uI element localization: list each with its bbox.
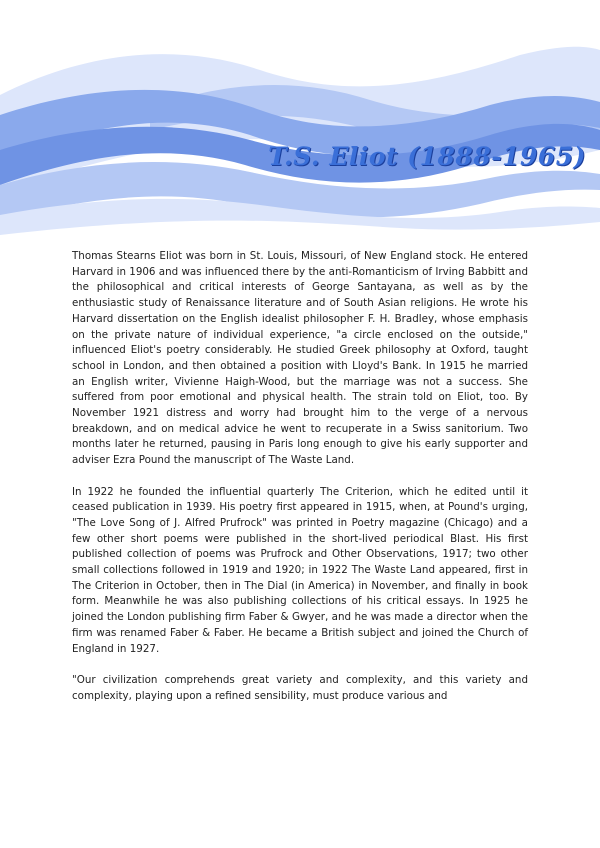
paragraph-3: "Our civilization comprehends great variety and complexity, and this variety and complexity, playing upon a refined sensibility, must produce various and — [72, 673, 528, 702]
paragraph-2: In 1922 he founded the influential quarterly The Criterion, which he edited until it ceased publication in 1939. His poetry first appeared in 1915, when, at Pound's urging, "The Love Song of J. Alfred Prufrock" was printed in Poetry magazine (Chicago) and a few other short poems were published in the short-lived periodical Blast. His first published collection of poems was Prufrock and Other Observations, 1917; two other small collections followed in 1919 and 1920; in 1922 The Waste Land appeared, first in The Criterion in October, then in The Dial (in America) in November, and finally in book form. Meanwhile he was also publishing collections of his critical essays. In 1925 he joined the London publishing firm Faber & Gwyer, and he was made a director when the firm was renamed Faber & Faber. He became a British subject and joined the Church of England in 1927. — [72, 485, 528, 655]
article-body — [72, 249, 528, 720]
header-wave-decoration — [0, 0, 600, 235]
page-title: T.S. Eliot (1888-1965) — [268, 142, 586, 171]
paragraph-1: Thomas Stearns Eliot was born in St. Louis, Missouri, of New England stock. He entered Harvard in 1906 and was influenced there by the anti-Romanticism of Irving Babbitt and the philosophical and critical interests of George Santayana, as well as by the enthusiastic study of Renaissance literature and of South Asian religions. He wrote his Harvard dissertation on the English idealist philosopher F. H. Bradley, whose emphasis on the private nature of individual experience, "a circle enclosed on the outside," influenced Eliot's poetry considerably. He studied Greek philosophy at Oxford, taught school in London, and then obtained a position with Lloyd's Bank. In 1915 he married an English writer, Vivienne Haigh-Wood, but the marriage was not a success. She suffered from poor emotional and physical health. The strain told on Eliot, too. By November 1921 distress and worry had brought him to the verge of a nervous breakdown, and on medical advice he went to recuperate in a Swiss sanitorium. Two months later he returned, pausing in Paris long enough to give his early supporter and adviser Ezra Pound the manuscript of The Waste Land. — [72, 250, 528, 467]
